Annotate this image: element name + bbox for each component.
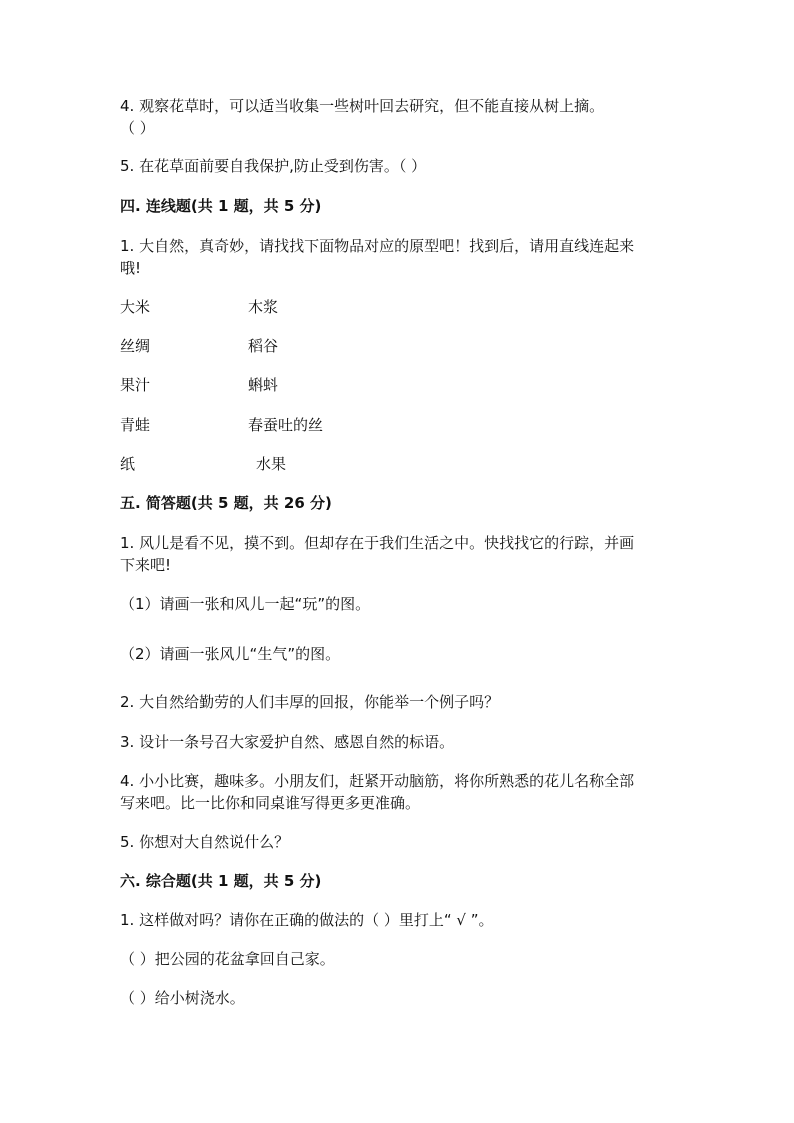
section-6-question-1: 1. 这样做对吗？请你在正确的做法的（ ）里打上“ √ ”。 [120,911,494,929]
match-right-item: 水果 [256,455,287,473]
section-4-question-1-text: 1. 大自然，真奇妙，请找找下面物品对应的原型吧！找到后，请用直线连起来 [120,237,635,255]
match-right-item: 蝌蚪 [248,376,279,394]
question-4-answer-blank: （ ） [120,119,155,137]
section-5-question-1-sub-2: （2）请画一张风儿“生气”的图。 [120,645,341,663]
section-5-question-4-text-cont: 写来吧。比一比你和同桌谁写得更多更准确。 [120,794,421,812]
section-4-question-1-text-cont: 哦! [120,259,142,277]
match-right-item: 稻谷 [248,337,279,355]
question-4-text: 4. 观察花草时，可以适当收集一些树叶回去研究，但不能直接从树上摘。 [120,97,605,115]
section-5-question-5: 5. 你想对大自然说什么？ [120,833,290,851]
section-6-option-2: （ ）给小树浇水。 [120,989,245,1007]
section-5-question-1-text-cont: 下来吧! [120,556,172,574]
match-right-item: 春蚕吐的丝 [248,416,324,434]
section-5-question-2: 2. 大自然给勤劳的人们丰厚的回报，你能举一个例子吗？ [120,693,500,711]
section-6-title: 六. 综合题(共 1 题，共 5 分) [120,872,322,890]
match-left-item: 果汁 [120,376,151,394]
match-left-item: 纸 [120,455,136,473]
section-5-title: 五. 简答题(共 5 题，共 26 分) [120,494,332,512]
section-5-question-3: 3. 设计一条号召大家爱护自然、感恩自然的标语。 [120,733,455,751]
match-right-item: 木浆 [248,298,279,316]
match-left-item: 丝绸 [120,337,151,355]
section-5-question-4-text: 4. 小小比赛，趣味多。小朋友们，赶紧开动脑筋，将你所熟悉的花儿名称全部 [120,772,635,790]
question-5-text: 5. 在花草面前要自我保护,防止受到伤害。（ ） [120,157,427,175]
section-6-option-1: （ ）把公园的花盆拿回自己家。 [120,950,335,968]
match-left-item: 青蛙 [120,416,151,434]
match-left-item: 大米 [120,298,151,316]
section-5-question-1-sub-1: （1）请画一张和风儿一起“玩”的图。 [120,595,371,613]
section-5-question-1-text: 1. 风儿是看不见，摸不到。但却存在于我们生活之中。快找找它的行踪，并画 [120,534,635,552]
section-4-title: 四. 连线题(共 1 题，共 5 分) [120,197,322,215]
